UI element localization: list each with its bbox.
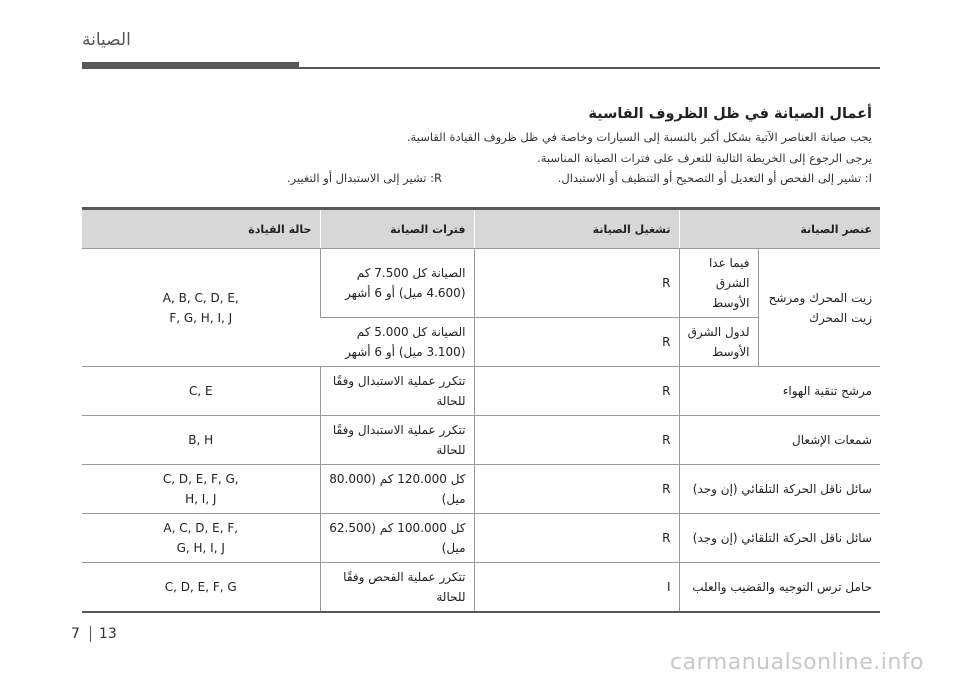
item-engine-oil: زيت المحرك ومرشح زيت المحرك <box>758 249 880 367</box>
condition-cell: C, D, E, F, G <box>82 563 320 613</box>
item-cell: سائل ناقل الحركة التلقائي (إن وجد) <box>679 465 880 514</box>
item-sub: فيما عدا الشرق الأوسط <box>679 249 758 318</box>
interval-cell: تتكرر عملية الاستبدال وفقًا للحالة <box>320 367 474 416</box>
interval-cell: تتكرر عملية الفحص وفقًا للحالة <box>320 563 474 613</box>
section-title: الصيانة <box>82 30 131 50</box>
condition-cell: A, B, C, D, E, F, G, H, I, J <box>82 249 320 367</box>
page-index: 13 <box>98 626 117 642</box>
item-cell: مرشح تنقية الهواء <box>679 367 880 416</box>
table-row <box>82 367 880 416</box>
interval-cell: الصيانة كل 7.500 كم (4.600 ميل) أو 6 أشهر <box>320 249 474 318</box>
item-cell: سائل ناقل الحركة التلقائي (إن وجد) <box>679 514 880 563</box>
header-item: عنصر الصيانة <box>679 209 880 249</box>
intro-block <box>72 106 872 189</box>
operation-cell: R <box>474 318 679 367</box>
interval-cell: كل 120.000 كم (80.000 ميل) <box>320 465 474 514</box>
header-interval: فترات الصيانة <box>320 209 474 249</box>
operation-cell: I <box>474 563 679 613</box>
header-rule <box>82 62 880 69</box>
table-header-row <box>82 209 880 249</box>
table-row <box>82 563 880 613</box>
table-row <box>82 249 880 318</box>
interval-cell: الصيانة كل 5.000 كم (3.100 ميل) أو 6 أشهر <box>320 318 474 367</box>
interval-cell: كل 100.000 كم (62.500 ميل) <box>320 514 474 563</box>
item-cell: حامل ترس التوجيه والقضيب والعلب <box>679 563 880 613</box>
operation-cell: R <box>474 514 679 563</box>
condition-cell: C, D, E, F, G, H, I, J <box>82 465 320 514</box>
header-condition: حالة القيادة <box>82 209 320 249</box>
condition-cell: A, C, D, E, F, G, H, I, J <box>82 514 320 563</box>
legend-inspect: I: تشير إلى الفحص أو التعديل أو التصحيح أو التنظيف أو الاستبدال. <box>557 171 872 185</box>
table-row <box>82 514 880 563</box>
intro-paragraph: يجب صيانة العناصر الآتية بشكل أكبر بالنسبة إلى السيارات وخاصة في ظل ظروف القيادة القاسية. <box>406 130 872 144</box>
item-cell: شمعات الإشعال <box>679 416 880 465</box>
condition-cell: C, E <box>82 367 320 416</box>
page-number <box>71 626 117 642</box>
table-row <box>82 465 880 514</box>
table-row <box>82 416 880 465</box>
operation-cell: R <box>474 416 679 465</box>
maintenance-table <box>82 207 880 613</box>
operation-cell: R <box>474 465 679 514</box>
intro-paragraph-2: يرجى الرجوع إلى الخريطة التالية للتعرف على فترات الصيانة المناسبة. <box>537 151 872 165</box>
legend-replace: R: تشير إلى الاستبدال أو التغيير. <box>286 171 442 185</box>
interval-cell: تتكرر عملية الاستبدال وفقًا للحالة <box>320 416 474 465</box>
section-number: 7 <box>71 626 91 642</box>
page-heading: أعمال الصيانة في ظل الظروف القاسية <box>588 106 872 122</box>
header-operation: تشغيل الصيانة <box>474 209 679 249</box>
watermark: carmanualsonline.info <box>670 650 924 675</box>
legend <box>72 171 872 189</box>
operation-cell: R <box>474 249 679 318</box>
condition-cell: B, H <box>82 416 320 465</box>
operation-cell: R <box>474 367 679 416</box>
item-sub: لدول الشرق الأوسط <box>679 318 758 367</box>
